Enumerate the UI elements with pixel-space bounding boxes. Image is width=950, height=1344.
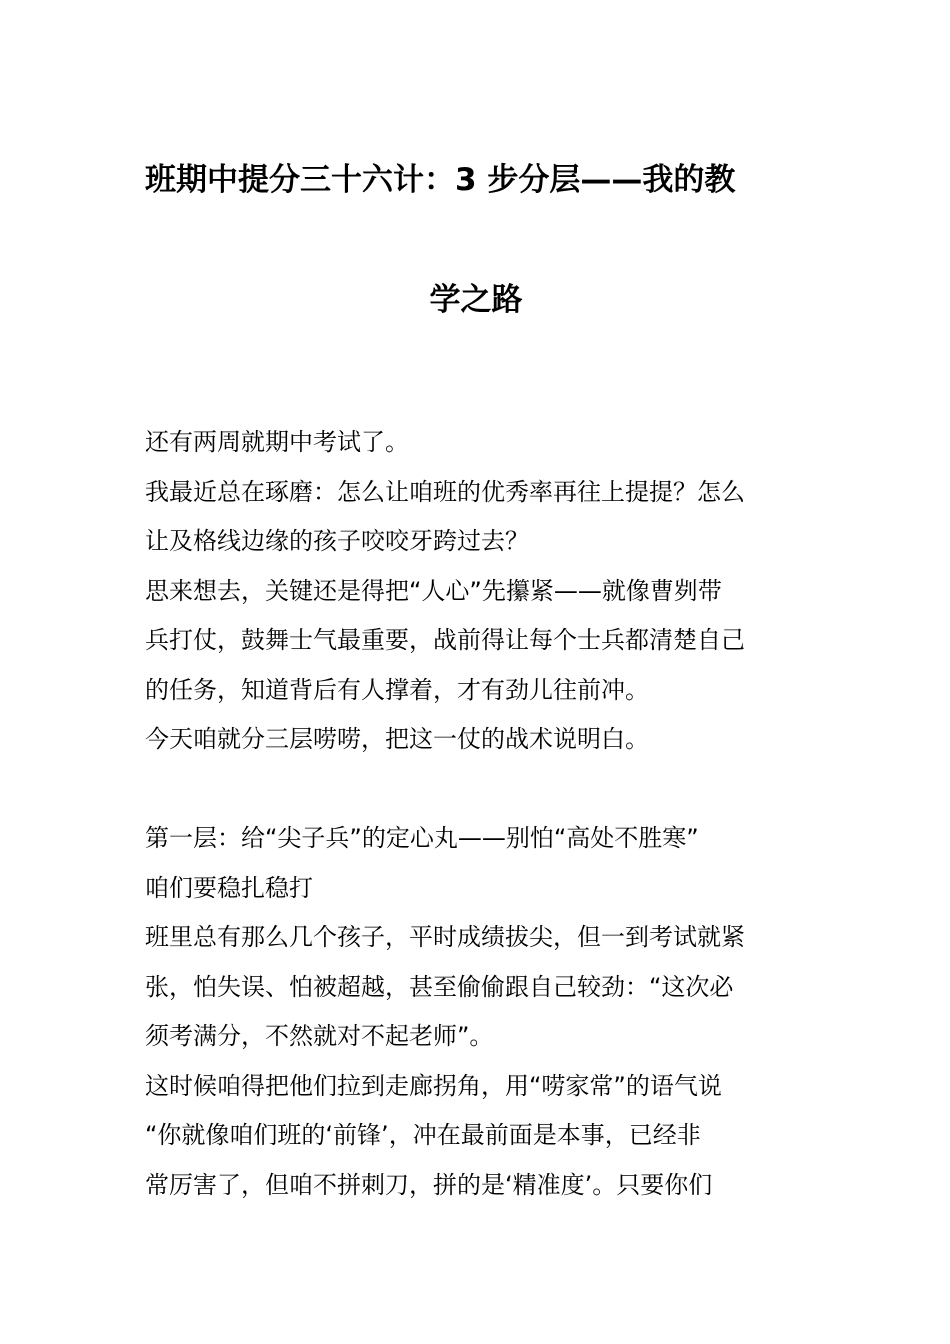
- body-line: 让及格线边缘的孩子咬咬牙跨过去？: [145, 527, 529, 555]
- paragraph-gap: [145, 765, 809, 815]
- body-line: 张，怕失误、怕被超越，甚至偷偷跟自己较劲：“这次必: [145, 972, 734, 1001]
- body-line: 须考满分，不然就对不起老师”。: [145, 1022, 494, 1050]
- body-line: 班里总有那么几个孩子，平时成绩拔尖，但一到考试就紧: [145, 923, 745, 951]
- body-line: 思来想去，关键还是得把“人心”先攥紧——就像曹刿带: [145, 576, 722, 605]
- document-title-line-2: 学之路: [429, 282, 523, 318]
- body-line: 的任务，知道背后有人撑着，才有劲儿往前冲。: [145, 675, 649, 704]
- section-heading-line: 咱们要稳扎稳打: [145, 873, 313, 902]
- section-heading-line: 第一层：给“尖子兵”的定心丸——别怕“高处不胜寒”: [145, 824, 699, 852]
- body-line: 常厉害了，但咱不拼刺刀，拼的是‘精准度’。只要你们: [145, 1170, 713, 1199]
- body-line: 我最近总在琢磨：怎么让咱班的优秀率再往上提提？怎么: [145, 477, 745, 506]
- body-line: 兵打仗，鼓舞士气最重要，战前得让每个士兵都清楚自己: [145, 626, 745, 654]
- document-body: [145, 418, 809, 1210]
- body-line: 今天咱就分三层唠唠，把这一仗的战术说明白。: [145, 725, 649, 753]
- body-line: “你就像咱们班的‘前锋’，冲在最前面是本事，已经非: [145, 1121, 701, 1149]
- body-line: 这时候咱得把他们拉到走廊拐角，用“唠家常”的语气说: [145, 1071, 722, 1100]
- body-line: 还有两周就期中考试了。: [145, 428, 409, 456]
- document-title-line-1: 班期中提分三十六计：3 步分层——我的教: [145, 162, 736, 198]
